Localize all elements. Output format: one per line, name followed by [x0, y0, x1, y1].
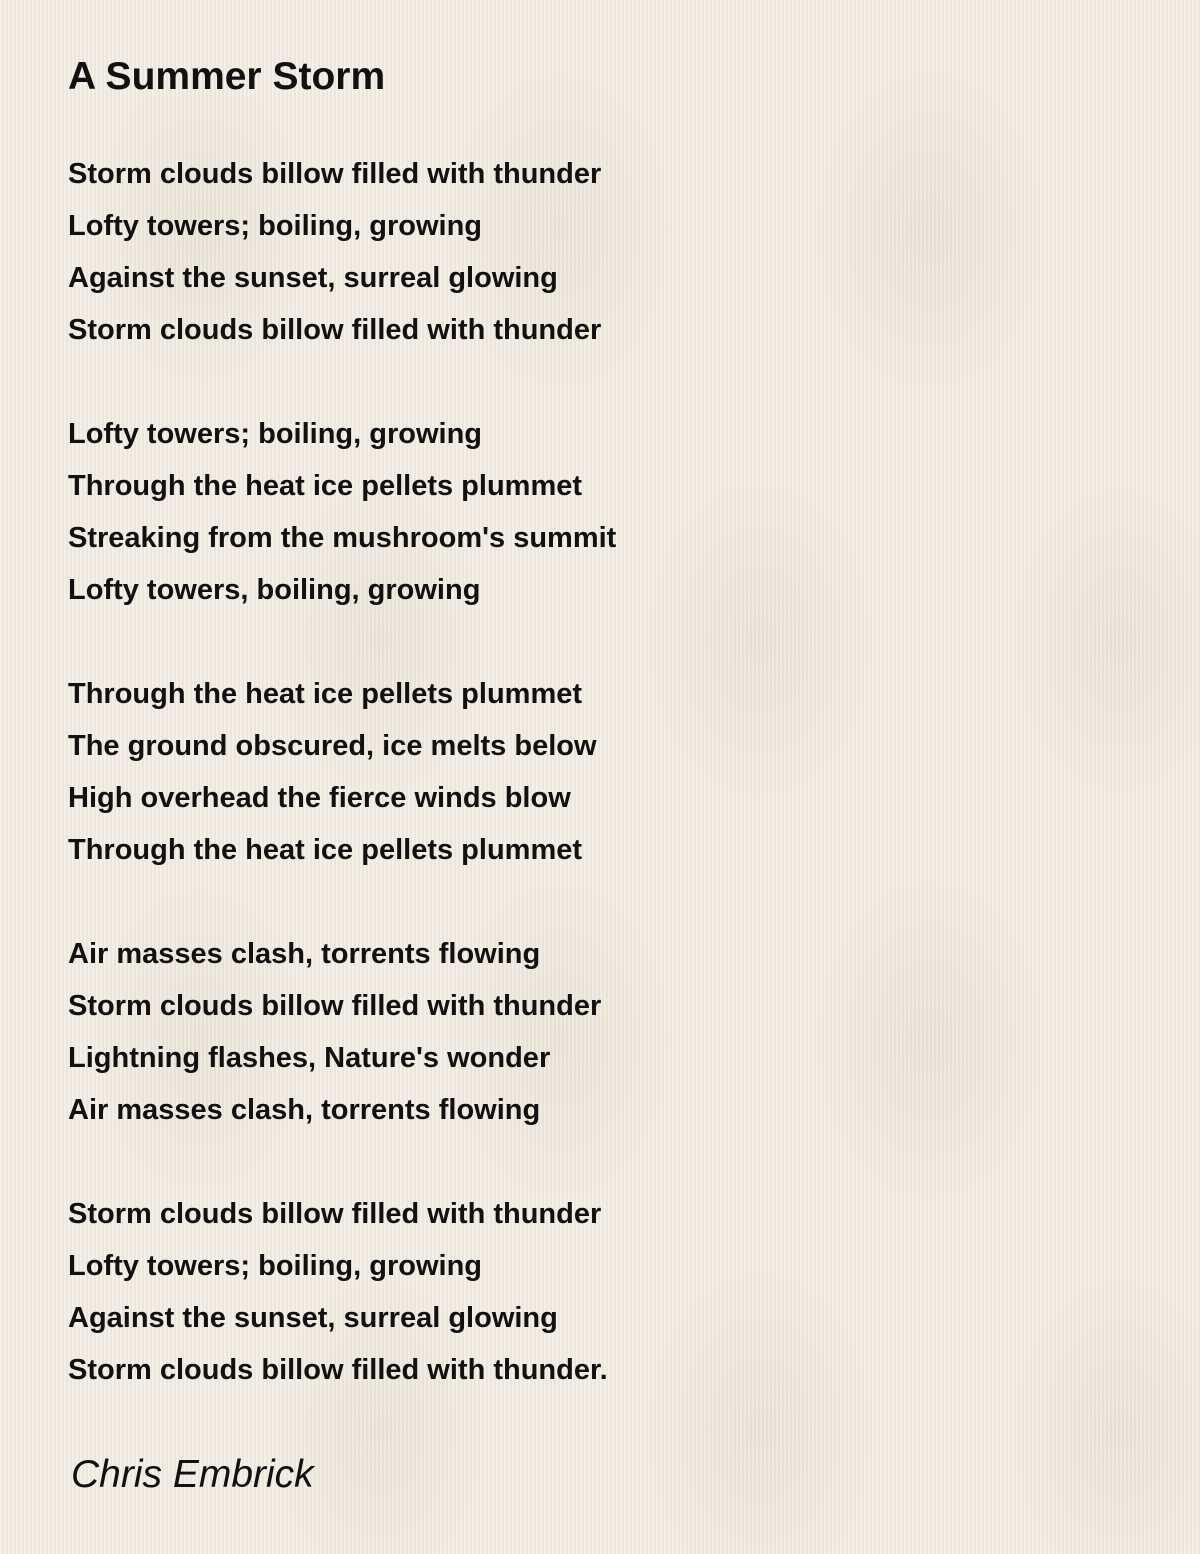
- poem-line: Air masses clash, torrents flowing: [68, 938, 541, 970]
- stanza-5: [68, 1188, 1148, 1396]
- poem-line: The ground obscured, ice melts below: [68, 730, 597, 762]
- poem-line: Against the sunset, surreal glowing: [68, 262, 558, 294]
- stanza-1: [68, 148, 1148, 356]
- poem-title: A Summer Storm: [68, 55, 386, 98]
- poem-line: Through the heat ice pellets plummet: [68, 470, 583, 502]
- poem-line: Storm clouds billow filled with thunder: [68, 990, 602, 1022]
- poem-line: Streaking from the mushroom's summit: [68, 522, 617, 554]
- stanza-3: [68, 668, 1148, 876]
- poem-line: Lofty towers; boiling, growing: [68, 1250, 483, 1282]
- poem-line: High overhead the fierce winds blow: [68, 782, 571, 814]
- poem-line: Lightning flashes, Nature's wonder: [68, 1042, 551, 1074]
- poem-line: Against the sunset, surreal glowing: [68, 1302, 558, 1334]
- poem-line: Storm clouds billow filled with thunder: [68, 158, 602, 190]
- stanza-4: [68, 928, 1148, 1136]
- poem-line: Through the heat ice pellets plummet: [68, 834, 583, 866]
- poem-line: Lofty towers; boiling, growing: [68, 210, 483, 242]
- poem-body: [68, 148, 1148, 1396]
- poem-line: Storm clouds billow filled with thunder.: [68, 1354, 608, 1386]
- poem-line: Air masses clash, torrents flowing: [68, 1094, 541, 1126]
- poem-line: Lofty towers; boiling, growing: [68, 418, 483, 450]
- poem-line: Storm clouds billow filled with thunder: [68, 1198, 602, 1230]
- poem-page: [68, 52, 1148, 1502]
- stanza-2: [68, 408, 1148, 616]
- poem-line: Lofty towers, boiling, growing: [68, 574, 481, 606]
- poem-author: Chris Embrick: [71, 1453, 314, 1496]
- poem-line: Through the heat ice pellets plummet: [68, 678, 583, 710]
- poem-line: Storm clouds billow filled with thunder: [68, 314, 602, 346]
